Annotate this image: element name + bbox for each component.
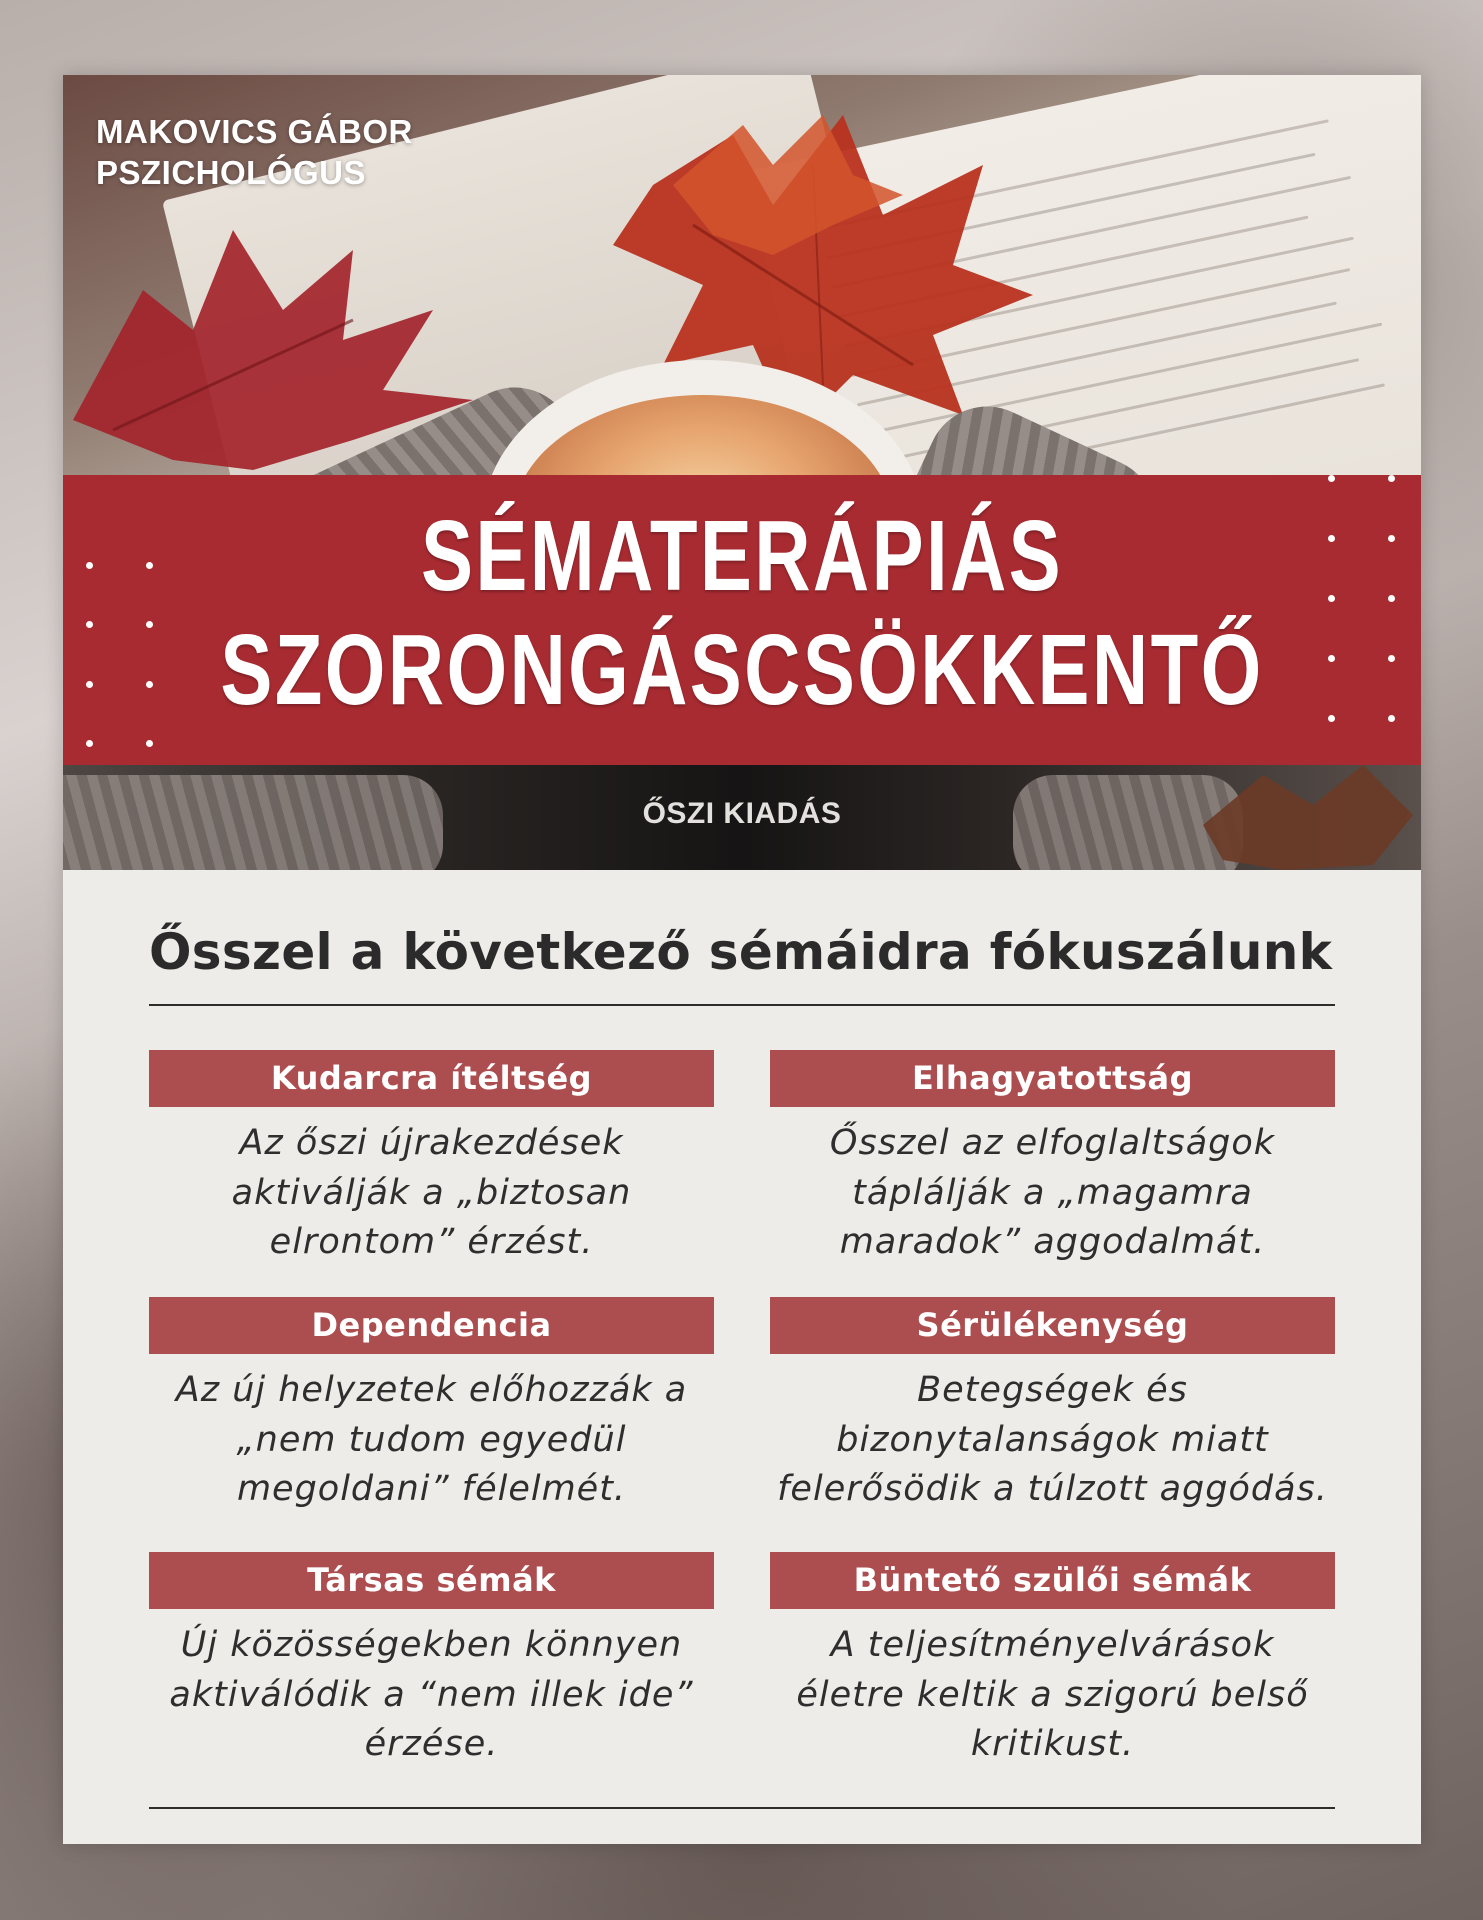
schema-title: Elhagyatottság [770, 1050, 1335, 1107]
schema-title: Büntető szülői sémák [770, 1552, 1335, 1609]
schema-item-bunteto [770, 1552, 1335, 1770]
schema-item-serulekenyseg [770, 1297, 1335, 1515]
schema-description: Az őszi újrakezdések aktiválják a „biztosan elrontom” érzést. [231, 1123, 632, 1262]
header-photo [63, 75, 1421, 870]
footer-rule [149, 1807, 1335, 1809]
brand-name [96, 111, 413, 193]
brand-line-2: PSZICHOLÓGUS [96, 154, 367, 191]
schema-description: Betegségek és bizonytalanságok miatt felerősödik a túlzott aggódás. [777, 1370, 1328, 1509]
schema-title: Társas sémák [149, 1552, 714, 1609]
schema-description: A teljesítményelvárások életre keltik a szigorú belső kritikust. [796, 1625, 1309, 1764]
schema-item-dependencia [149, 1297, 714, 1515]
schema-description: Új közösségekben könnyen aktiválódik a “nem illek ide” érzése. [169, 1625, 694, 1764]
schema-title: Kudarcra ítéltség [149, 1050, 714, 1107]
title-line-2: SZORONGÁSCSÖKKENTŐ [220, 614, 1264, 726]
title-line-1: SÉMATERÁPIÁS [420, 500, 1064, 612]
schema-item-elhagyatottsag [770, 1050, 1335, 1268]
section-heading: Ősszel a következő sémáidra fókuszálunk [149, 923, 1333, 981]
schema-title: Dependencia [149, 1297, 714, 1354]
schema-item-kudarcra [149, 1050, 714, 1268]
flyer-card [63, 75, 1421, 1844]
schema-description: Ősszel az elfoglaltságok táplálják a „magamra maradok” aggodalmát. [829, 1123, 1276, 1262]
brand-line-1: MAKOVICS GÁBOR [96, 113, 413, 150]
schema-title: Sérülékenység [770, 1297, 1335, 1354]
edition-label: ŐSZI KIADÁS [642, 797, 842, 830]
heading-rule [149, 1004, 1335, 1006]
schema-item-tarsas [149, 1552, 714, 1770]
schema-description: Az új helyzetek előhozzák a „nem tudom egyedül megoldani” félelmét. [175, 1370, 688, 1509]
maple-leaf-small-icon [653, 105, 913, 265]
title-banner [63, 475, 1421, 765]
